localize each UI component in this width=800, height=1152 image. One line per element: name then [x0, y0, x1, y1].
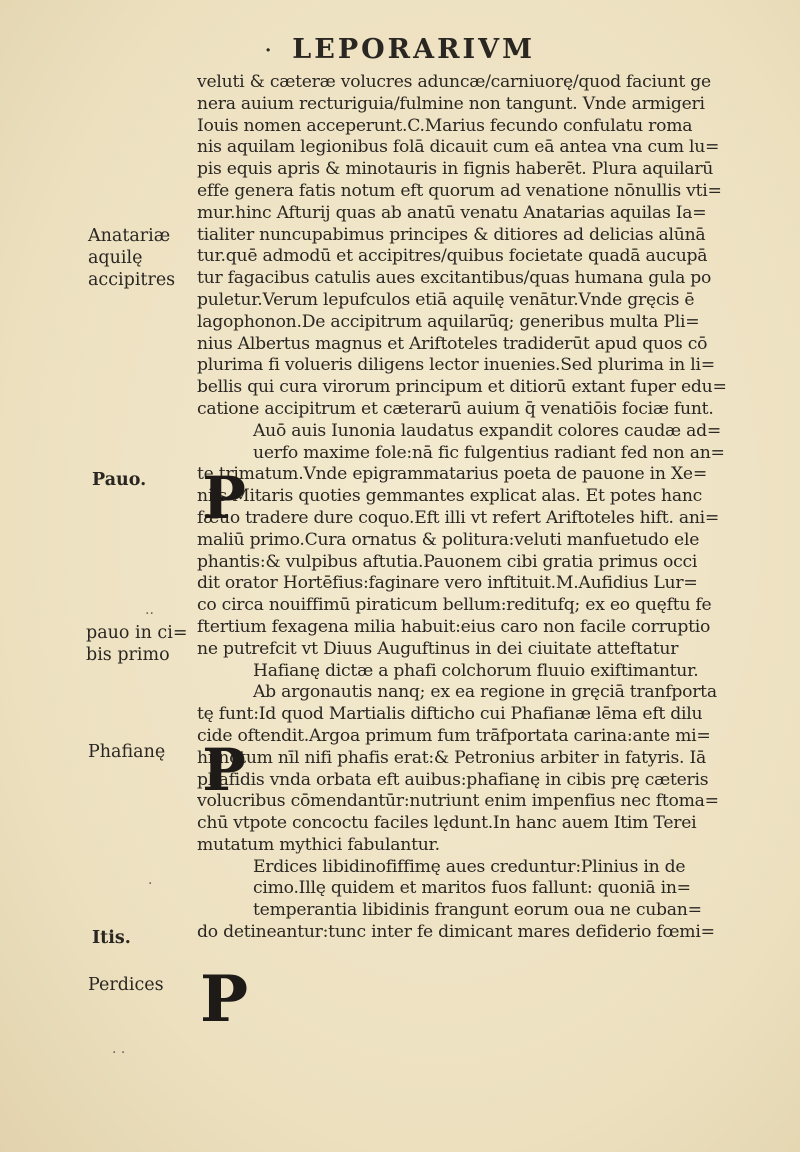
text-line: Iouis nomen acceperunt.C.Marius fecundo confulatu roma: [197, 115, 693, 136]
text-line: effe genera fatis notum eft quorum ad venatione nōnullis vti=: [197, 180, 722, 201]
text-line: Auō auis Iunonia laudatus expandit colores caudæ ad=: [253, 420, 722, 441]
text-line: veluti & cæteræ volucres aduncæ/carniuorę/quod faciunt ge: [197, 72, 711, 92]
marginal-note-perdices: Perdices: [88, 975, 164, 995]
body-text: [197, 72, 772, 944]
ink-blot: · ·: [112, 1045, 126, 1061]
text-line: co circa nouiffimū piraticum bellum:reditufq; ex eo quęftu fe: [197, 595, 712, 616]
text-line: temperantia libidinis frangunt eorum oua ne cuban=: [253, 900, 702, 921]
text-line: maliū primo.Cura ornatus & politura:veluti manfuetudo ele: [197, 529, 700, 550]
text-line: nis aquilam legionibus folā dicauit cum eā antea vna cum lu=: [197, 137, 720, 158]
text-line: do detineantur:tunc inter fe dimicant mares defiderio fœmi=: [197, 922, 715, 943]
text-line: tialiter nuncupabimus principes & ditiores ad delicias alūnā: [197, 224, 706, 245]
text-line: mur.hinc Afturij quas ab anatū venatu Anatarias aquilas Ia=: [197, 202, 707, 223]
text-line: plurima fi volueris diligens lector inuenies.Sed plurima in li=: [197, 355, 715, 376]
text-line: chū vtpote concoctu faciles lędunt.In hanc auem Itim Terei: [197, 813, 697, 834]
text-line: Erdices libidinofiffimę aues creduntur:Plinius in de: [253, 856, 686, 877]
marginal-note-pauo-in-cibis: [86, 623, 188, 667]
ink-blot: ·: [148, 876, 153, 892]
text-line: bellis qui cura virorum principum et ditiorū extant fuper edu=: [197, 377, 727, 398]
text-line: nera auium recturiguia/fulmine non tangunt. Vnde armigeri: [197, 93, 705, 114]
text-line: lagophonon.De accipitrum aquilarūq; generibus multa Pli=: [197, 311, 700, 332]
text-line: tur fagacibus catulis aues excitantibus/quas humana gula po: [197, 268, 712, 289]
text-line: ftertium fexagena milia habuit:eius caro non facile corruptio: [197, 616, 711, 637]
text-line: puletur.Verum lepufculos etiā aquilę venātur.Vnde gręcis ē: [197, 289, 695, 310]
text-line: tur.quē admodū et accipitres/quibus focietate quadā aucupā: [197, 246, 708, 267]
ink-blot: ..: [145, 602, 154, 618]
text-line: mutatum mythici fabulantur.: [197, 834, 440, 855]
text-line: ne putrefcit vt Diuus Auguftinus in dei ciuitate atteftatur: [197, 638, 679, 659]
marginal-line: aquilę: [88, 247, 143, 268]
running-head-title: LEPORARIVM: [292, 34, 535, 65]
text-line: cide oftendit.Argoa primum fum trāfportata carina:ante mi=: [197, 725, 711, 746]
text-line: catione accipitrum et cæterarū auium q̄ venatiōis fociæ funt.: [197, 398, 714, 419]
ornament-dot: ·: [265, 40, 275, 61]
decorated-initial-p: P: [202, 464, 246, 532]
decorated-initial-p: P: [202, 736, 246, 804]
text-line: phantis:& vulpibus aftutia.Pauonem cibi gratia primus occi: [197, 551, 698, 572]
marginal-line: bis primo: [86, 644, 170, 665]
marginal-line: pauo in ci=: [86, 623, 188, 643]
text-line: fæuo tradere dure coquo.Eft illi vt refert Ariftoteles hift. ani=: [197, 507, 720, 528]
text-line: Ab argonautis nanq; ex ea regione in gręciā tranfporta: [253, 682, 717, 703]
marginal-note-anatariae: [88, 226, 175, 291]
text-line: Hafianę dictæ a phafi colchorum fluuio exiftimantur.: [253, 660, 699, 681]
marginal-line: Anatariæ: [88, 226, 171, 246]
text-line: nius Albertus magnus et Ariftoteles tradiderūt apud quos cō: [197, 333, 708, 354]
text-line: hi notum nīl nifi phafis erat:& Petronius arbiter in fatyris. Iā: [197, 747, 706, 768]
text-line: phafidis vnda orbata eft auibus:phafianę in cibis prę cæteris: [197, 769, 709, 790]
text-line: tę funt:Id quod Martialis difticho cui Phafianæ lēma eft dilu: [197, 704, 703, 725]
marginal-line: accipitres: [88, 269, 176, 290]
text-line: dit orator Hortēfius:faginare vero inftituit.M.Aufidius Lur=: [197, 573, 698, 594]
text-line: niis Mitaris quoties gemmantes explicat alas. Et potes hanc: [197, 486, 703, 507]
text-line: uerfo maxime fole:nā fic fulgentius radiant fed non an=: [253, 442, 725, 463]
text-line: volucribus cōmendantūr:nutriunt enim impenfius nec ftoma=: [197, 791, 719, 812]
marginal-note-pauo: Pauo.: [92, 470, 147, 490]
text-line: te trimatum.Vnde epigrammatarius poeta de pauone in Xe=: [197, 464, 707, 485]
text-line: cimo.Illę quidem et maritos fuos fallunt: quoniā in=: [253, 878, 691, 899]
marginal-note-phasiane: Phafianę: [88, 742, 166, 762]
decorated-initial-p: P: [199, 962, 249, 1037]
marginal-note-itis: Itis.: [92, 928, 131, 948]
running-head: [0, 34, 800, 65]
text-line: pis equis apris & minotauris in fignis haberēt. Plura aquilarū: [197, 159, 714, 180]
